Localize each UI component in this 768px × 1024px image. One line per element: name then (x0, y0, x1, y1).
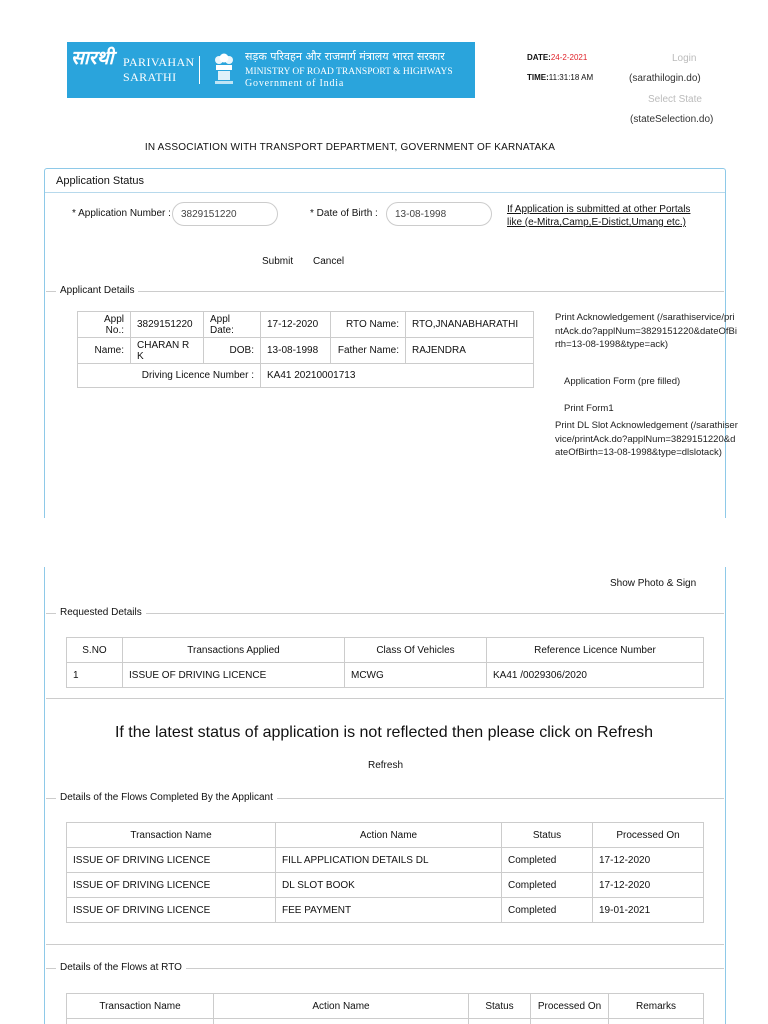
table-row (67, 873, 704, 898)
appl-date-label: Appl Date: (204, 312, 261, 338)
section-divider (46, 698, 724, 699)
dob-label: DOB: (204, 338, 261, 364)
table-cell: 1 (67, 663, 123, 688)
requested-details-rule (46, 613, 724, 614)
cancel-button[interactable]: Cancel (313, 256, 345, 267)
login-url[interactable]: (sarathilogin.do) (629, 73, 701, 84)
sarathi-logo-mark: सारथी (71, 47, 114, 69)
name-value: CHARAN R K (131, 338, 204, 364)
refresh-message: If the latest status of application is not reflected then please click on Refresh (114, 724, 654, 741)
time-display: TIME:11:31:18 AM (527, 73, 594, 82)
requested-details-table (66, 637, 704, 688)
table-row (67, 898, 704, 923)
table-cell: DL SLOT BOOK (276, 873, 502, 898)
table-row (67, 1019, 704, 1024)
rto-label: RTO Name: (331, 312, 406, 338)
rto-value: RTO,JNANABHARATHI (406, 312, 534, 338)
refresh-button[interactable]: Refresh (368, 760, 404, 771)
show-photo-sign-button[interactable]: Show Photo & Sign (610, 578, 697, 589)
table-cell: Completed (502, 873, 593, 898)
select-state-link[interactable]: Select State (648, 94, 702, 105)
login-link[interactable]: Login (672, 53, 697, 64)
table-cell: ISSUE OF DRIVING LICENCE (67, 898, 276, 923)
table-cell: Completed (502, 898, 593, 923)
applicant-flows-legend: Details of the Flows Completed By the Applicant (56, 792, 277, 803)
date-of-birth-label: * Date of Birth : (310, 208, 378, 219)
application-number-label: * Application Number : (72, 208, 171, 219)
header-reference-licence: Reference Licence Number (487, 638, 704, 663)
government-of-india: Government of India (245, 78, 345, 89)
table-row (67, 848, 704, 873)
dl-number-value: KA41 20210001713 (261, 364, 534, 388)
ministry-hindi-title: सड़क परिवहन और राजमार्ग मंत्रालय भारत सरकार (245, 50, 445, 63)
table-cell (67, 1019, 214, 1024)
table-cell (609, 1019, 704, 1024)
header-processed-on: Processed On (531, 994, 609, 1019)
header-class-of-vehicles: Class Of Vehicles (345, 638, 487, 663)
table-cell: ISSUE OF DRIVING LICENCE (67, 873, 276, 898)
table-cell: ISSUE OF DRIVING LICENCE (123, 663, 345, 688)
date-display: DATE:24-2-2021 (527, 53, 588, 62)
submit-button[interactable]: Submit (262, 256, 294, 267)
table-cell (214, 1019, 469, 1024)
table-cell: 17-12-2020 (593, 848, 704, 873)
header-action-name: Action Name (214, 994, 469, 1019)
national-emblem-icon (213, 52, 235, 86)
state-selection-url[interactable]: (stateSelection.do) (630, 114, 714, 125)
other-portals-link[interactable]: If Application is submitted at other Portals like (e-Mitra,Camp,E-Distict,Umang etc.) (507, 204, 691, 228)
rto-flows-legend: Details of the Flows at RTO (56, 962, 186, 973)
table-cell (531, 1019, 609, 1024)
panel-title: Application Status (45, 169, 725, 193)
header-transactions-applied: Transactions Applied (123, 638, 345, 663)
date-of-birth-input[interactable] (386, 202, 492, 226)
applicant-details-rule (46, 291, 724, 292)
application-number-input[interactable] (172, 202, 278, 226)
header-status: Status (469, 994, 531, 1019)
requested-details-legend: Requested Details (56, 607, 146, 618)
header-action-name: Action Name (276, 823, 502, 848)
header-sno: S.NO (67, 638, 123, 663)
table-cell: ISSUE OF DRIVING LICENCE (67, 848, 276, 873)
ministry-title: MINISTRY OF ROAD TRANSPORT & HIGHWAYS (245, 67, 453, 77)
header-remarks: Remarks (609, 994, 704, 1019)
father-name-label: Father Name: (331, 338, 406, 364)
header-transaction-name: Transaction Name (67, 823, 276, 848)
table-cell: FILL APPLICATION DETAILS DL (276, 848, 502, 873)
section-divider (46, 944, 724, 945)
father-name-value: RAJENDRA (406, 338, 534, 364)
table-cell: 19-01-2021 (593, 898, 704, 923)
print-dl-slot-link[interactable]: Print DL Slot Acknowledgement (/sarathiservice/printAck.do?applNum=3829151220&dateOfBirth=13-08-1998&type=dlslotack) (555, 420, 738, 458)
print-acknowledgement-link[interactable]: Print Acknowledgement (/sarathiservice/printAck.do?applNum=3829151220&dateOfBirth=13-08-1998&type=ack) (555, 312, 737, 350)
association-banner: IN ASSOCIATION WITH TRANSPORT DEPARTMENT, GOVERNMENT OF KARNATAKA (144, 142, 556, 153)
name-label: Name: (78, 338, 131, 364)
table-cell (469, 1019, 531, 1024)
rto-flows-table (66, 993, 704, 1024)
table-cell: MCWG (345, 663, 487, 688)
appl-date-value: 17-12-2020 (261, 312, 331, 338)
header-status: Status (502, 823, 593, 848)
dob-value: 13-08-1998 (261, 338, 331, 364)
appl-no-label: Appl No.: (78, 312, 131, 338)
parivahan-sarathi-logo (67, 42, 475, 98)
appl-no-value: 3829151220 (131, 312, 204, 338)
table-cell: FEE PAYMENT (276, 898, 502, 923)
applicant-flows-table (66, 822, 704, 923)
table-cell: Completed (502, 848, 593, 873)
table-cell: KA41 /0029306/2020 (487, 663, 704, 688)
header-processed-on: Processed On (593, 823, 704, 848)
applicant-details-table (77, 311, 534, 388)
applicant-details-legend: Applicant Details (56, 285, 138, 296)
application-form-link[interactable]: Application Form (pre filled) (564, 376, 681, 387)
header-transaction-name: Transaction Name (67, 994, 214, 1019)
logo-divider (199, 56, 200, 84)
table-cell: 17-12-2020 (593, 873, 704, 898)
dl-number-label: Driving Licence Number : (78, 364, 261, 388)
logo-text: PARIVAHAN SARATHI (123, 55, 195, 84)
print-form1-link[interactable]: Print Form1 (564, 403, 614, 414)
